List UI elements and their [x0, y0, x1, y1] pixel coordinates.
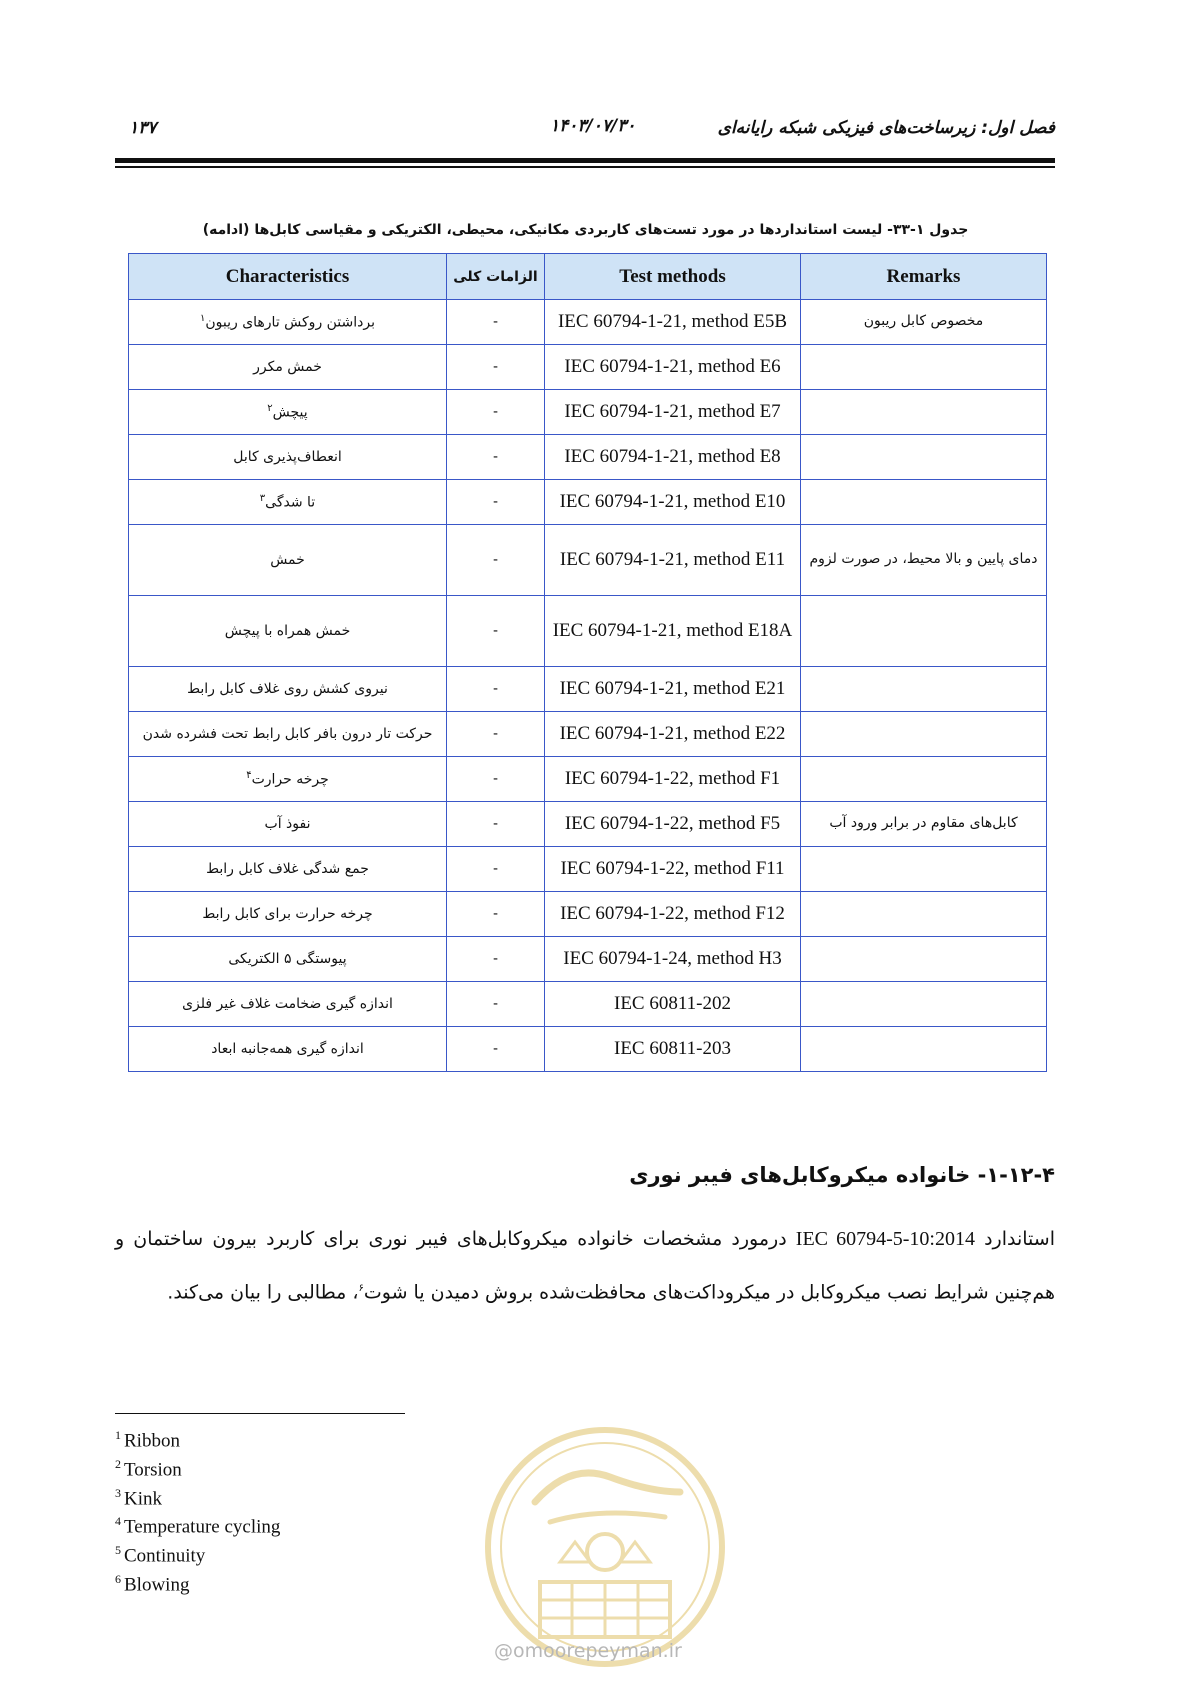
cell-remarks — [801, 937, 1047, 982]
table-row — [129, 1027, 1047, 1072]
footnotes — [115, 1424, 280, 1597]
cell-remarks — [801, 667, 1047, 712]
footnote-ref: ۳ — [259, 493, 266, 505]
footnote-item: $^2$ Torsion — [115, 1456, 182, 1481]
chapter-title: فصل اول: زیرساخت‌های فیزیکی شبکه رایانه‌ای — [717, 118, 1055, 138]
column-header-test-methods: Test methods — [545, 254, 801, 300]
cell-remarks — [801, 345, 1047, 390]
cell-requirement: - — [447, 667, 545, 712]
paragraph-standard-code: IEC 60794-5-10:2014 — [795, 1228, 975, 1250]
table-row — [129, 300, 1047, 345]
watermark-site: @omoorepeyman.ir — [494, 1640, 682, 1662]
table-row — [129, 480, 1047, 525]
paragraph-footnote-ref: ۶ — [358, 1283, 364, 1294]
paragraph-text-end: ، مطالبی را بیان می‌کند. — [167, 1281, 359, 1304]
table-body — [129, 300, 1047, 1072]
cell-requirement: - — [447, 435, 545, 480]
cell-remarks — [801, 892, 1047, 937]
cell-requirement: - — [447, 937, 545, 982]
cell-requirement: - — [447, 1027, 545, 1072]
paragraph-text-start: استاندارد — [984, 1228, 1055, 1250]
cell-requirement: - — [447, 712, 545, 757]
cell-requirement: - — [447, 892, 545, 937]
cell-remarks — [801, 982, 1047, 1027]
cell-remarks — [801, 712, 1047, 757]
cell-test-method: IEC 60794-1-24, method H3 — [545, 937, 801, 982]
watermark-logo — [480, 1422, 730, 1672]
table-row — [129, 982, 1047, 1027]
column-header-remarks: Remarks — [801, 254, 1047, 300]
table-row — [129, 435, 1047, 480]
cell-characteristic: اندازه گیری همه‌جانبه ابعاد — [129, 1027, 447, 1072]
cell-test-method: IEC 60794-1-21, method E11 — [545, 525, 801, 596]
cell-remarks — [801, 847, 1047, 892]
cell-characteristic: انعطاف‌پذیری کابل — [129, 435, 447, 480]
cell-test-method: IEC 60794-1-21, method E10 — [545, 480, 801, 525]
footnote-item: $^3$ Kink — [115, 1485, 162, 1509]
cell-test-method: IEC 60811-202 — [545, 982, 801, 1027]
cell-characteristic: جمع شدگی غلاف کابل رابط — [129, 847, 447, 892]
column-header-characteristics: Characteristics — [129, 254, 447, 300]
at-icon: @ — [494, 1640, 513, 1662]
header-rule-thick — [115, 158, 1055, 163]
cell-test-method: IEC 60794-1-22, method F12 — [545, 892, 801, 937]
cell-requirement: - — [447, 802, 545, 847]
footnote-ref: ۲ — [267, 403, 273, 415]
cell-requirement: - — [447, 525, 545, 596]
table-row — [129, 757, 1047, 802]
header-rule-thin — [115, 166, 1055, 168]
footnote-ref: ۴ — [246, 770, 252, 782]
cell-remarks — [801, 390, 1047, 435]
cell-requirement: - — [447, 982, 545, 1027]
section-paragraph — [115, 1215, 1055, 1317]
cell-characteristic: چرخه حرارت$^۴$ — [129, 757, 447, 802]
cell-remarks — [801, 1027, 1047, 1072]
cell-requirement: - — [447, 596, 545, 667]
cell-test-method: IEC 60794-1-21, method E21 — [545, 667, 801, 712]
table-header-row — [129, 254, 1047, 300]
section-title: ۱-۱۲-۴- خانواده میکروکابل‌های فیبر نوری — [629, 1163, 1055, 1187]
cell-test-method: IEC 60811-203 — [545, 1027, 801, 1072]
footnote-item: $^1$ Ribbon — [115, 1428, 180, 1452]
standards-table — [128, 253, 1047, 1072]
cell-remarks — [801, 596, 1047, 667]
cell-remarks — [801, 757, 1047, 802]
cell-characteristic: پیچش$^۲$ — [129, 390, 447, 435]
cell-test-method: IEC 60794-1-22, method F5 — [545, 802, 801, 847]
table-row — [129, 892, 1047, 937]
column-header-requirements: الزامات کلی — [447, 254, 545, 300]
cell-characteristic: نیروی کشش روی غلاف کابل رابط — [129, 667, 447, 712]
table-row — [129, 667, 1047, 712]
table-row — [129, 345, 1047, 390]
cell-test-method: IEC 60794-1-22, method F11 — [545, 847, 801, 892]
cell-characteristic: اندازه گیری ضخامت غلاف غیر فلزی — [129, 982, 447, 1027]
table-row — [129, 937, 1047, 982]
footnote-ref: ۱ — [199, 313, 206, 325]
cell-characteristic: تا شدگی$^۳$ — [129, 480, 447, 525]
cell-characteristic: برداشتن روکش تارهای ریبون$^۱$ — [129, 300, 447, 345]
cell-remarks — [801, 480, 1047, 525]
cell-remarks: کابل‌های مقاوم در برابر ورود آب — [801, 802, 1047, 847]
cell-test-method: IEC 60794-1-21, method E7 — [545, 390, 801, 435]
cell-requirement: - — [447, 300, 545, 345]
cell-characteristic: نفوذ آب — [129, 802, 447, 847]
footnote-rule — [115, 1413, 405, 1414]
cell-characteristic: خمش — [129, 525, 447, 596]
cell-requirement: - — [447, 480, 545, 525]
cell-test-method: IEC 60794-1-21, method E18A — [545, 596, 801, 667]
cell-test-method: IEC 60794-1-21, method E5B — [545, 300, 801, 345]
cell-characteristic: خمش همراه با پیچش — [129, 596, 447, 667]
table-row — [129, 712, 1047, 757]
cell-characteristic: خمش مکرر — [129, 345, 447, 390]
cell-characteristic: حرکت تار درون بافر کابل رابط تحت فشرده شدن — [129, 712, 447, 757]
cell-test-method: IEC 60794-1-21, method E6 — [545, 345, 801, 390]
cell-requirement: - — [447, 390, 545, 435]
footnote-item: $^6$ Blowing — [115, 1572, 190, 1596]
paragraph-text-body: درمورد مشخصات خانواده میکروکابل‌های فیبر نوری برای کاربرد بیرون ساختمان و هم‌چنین شرایط نصب میکروکابل در میکروداکت‌های محافظت‌شده بروش دمیدن یا شوت — [115, 1228, 1055, 1304]
table-caption: جدول ۱-۳۳- لیست استانداردها در مورد تست‌های کاربردی مکانیکی، محیطی، الکتریکی و مقیاسی کابل‌ها (ادامه) — [202, 222, 969, 238]
cell-test-method: IEC 60794-1-22, method F1 — [545, 757, 801, 802]
cell-test-method: IEC 60794-1-21, method E22 — [545, 712, 801, 757]
cell-characteristic: چرخه حرارت برای کابل رابط — [129, 892, 447, 937]
table-row — [129, 596, 1047, 667]
header-date: ۱۴۰۳/۰۷/۳۰ — [550, 116, 636, 136]
cell-requirement: - — [447, 345, 545, 390]
cell-characteristic: پیوستگی ۵ الکتریکی — [129, 937, 447, 982]
cell-remarks — [801, 435, 1047, 480]
cell-remarks: دمای پایین و بالا محیط، در صورت لزوم — [801, 525, 1047, 596]
cell-remarks: مخصوص کابل ریبون — [801, 300, 1047, 345]
cell-requirement: - — [447, 757, 545, 802]
table-row — [129, 390, 1047, 435]
table-row — [129, 525, 1047, 596]
page-header — [115, 116, 1055, 146]
cell-test-method: IEC 60794-1-21, method E8 — [545, 435, 801, 480]
footnote-item: $^4$ Temperature cycling — [115, 1514, 281, 1538]
page-number: ۱۳۷ — [129, 118, 157, 138]
cell-requirement: - — [447, 847, 545, 892]
table-row — [129, 847, 1047, 892]
footnote-item: $^5$ Continuity — [115, 1543, 206, 1567]
table-row — [129, 802, 1047, 847]
